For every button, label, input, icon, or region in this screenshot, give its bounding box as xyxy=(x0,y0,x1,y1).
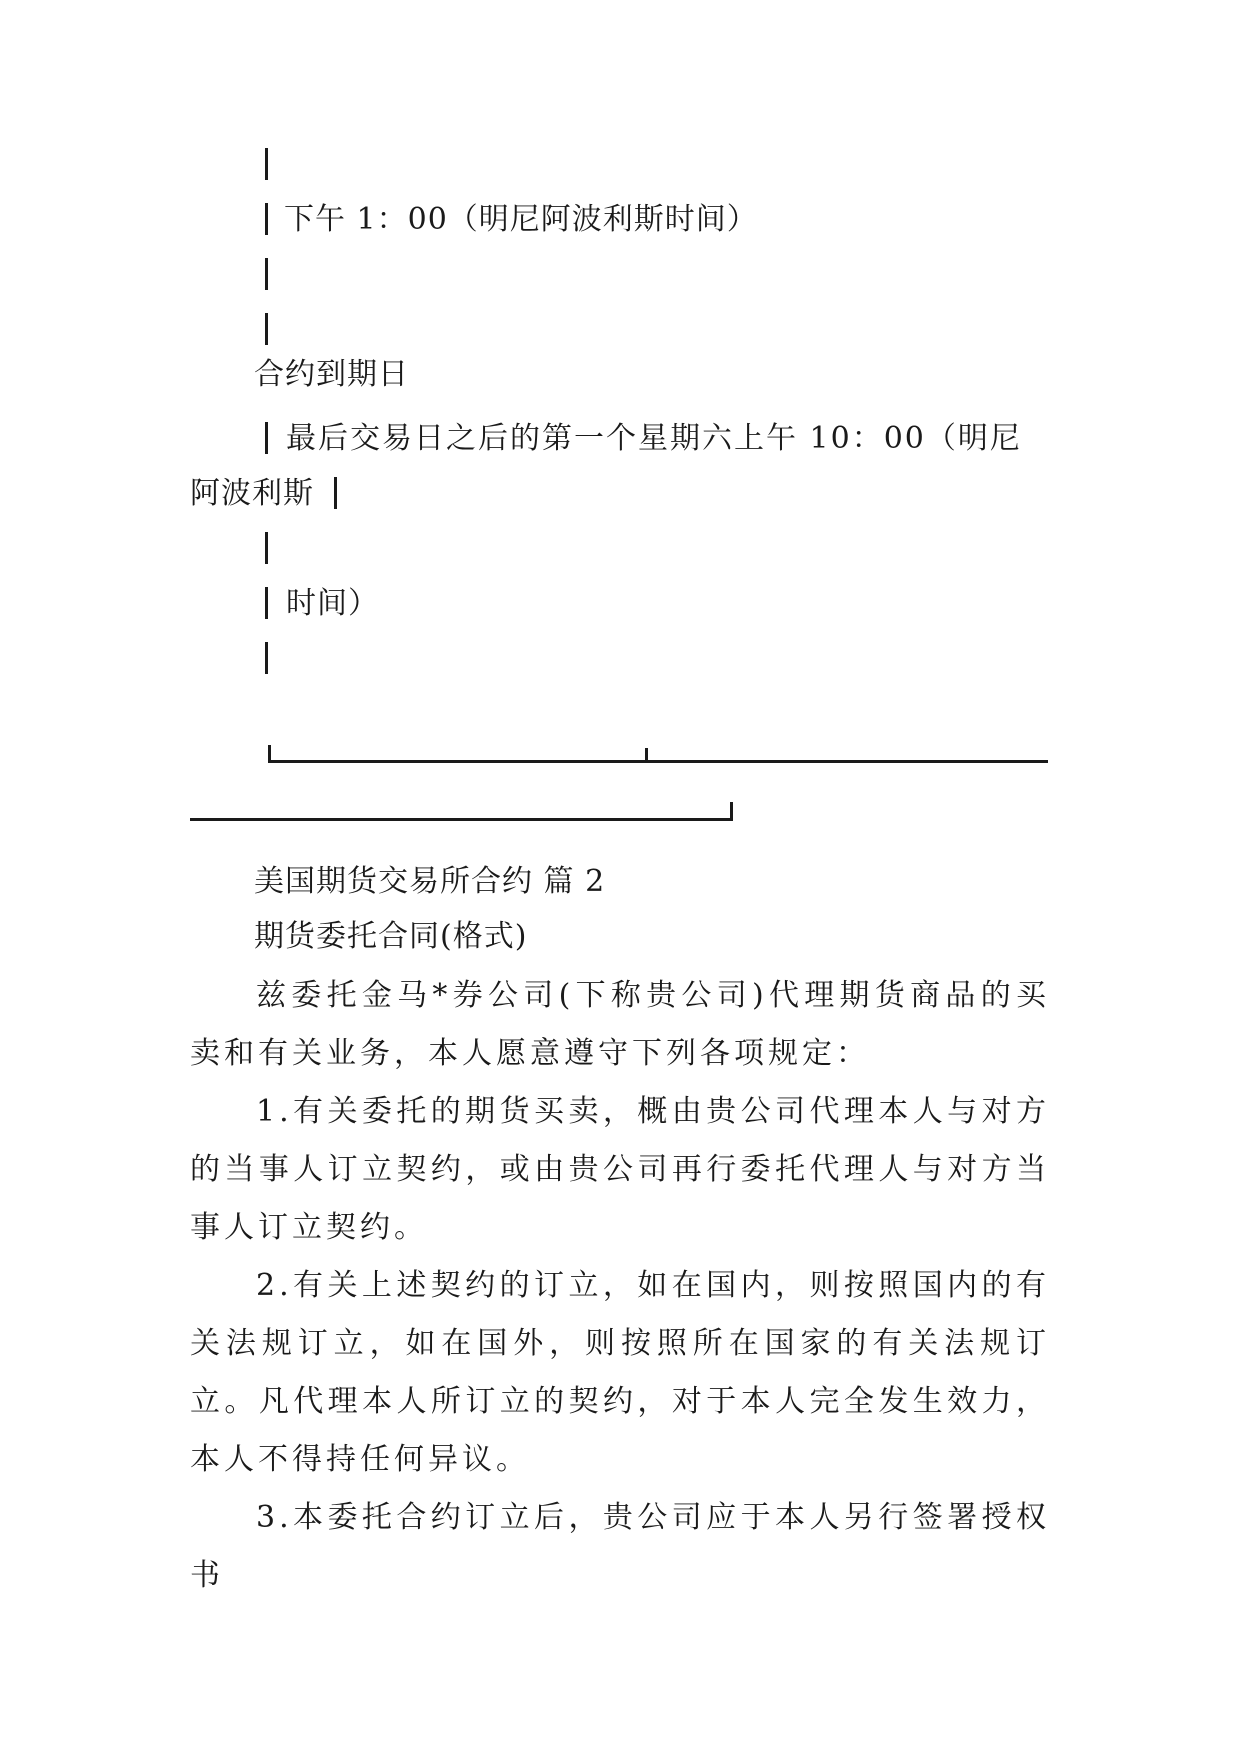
table-row-label: 合约到期日 xyxy=(254,357,409,392)
table-border-bar xyxy=(265,203,268,235)
table-border-bar xyxy=(265,148,268,180)
document-subtitle: 期货委托合同(格式) xyxy=(254,919,528,954)
section-heading: 美国期货交易所合约 篇 2 xyxy=(254,864,606,899)
table-cell-text: 阿波利斯 xyxy=(190,476,314,511)
table-cell-text: 最后交易日之后的第一个星期六上午 10：00（明尼 xyxy=(286,421,1022,456)
table-border-bar xyxy=(265,642,268,674)
table-bottom-rule xyxy=(190,818,733,821)
intro-paragraph: 兹委托金马*券公司(下称贵公司)代理期货商品的买卖和有关业务，本人愿意遵守下列各项规定： xyxy=(190,978,1050,1071)
table-corner xyxy=(730,802,733,821)
table-border-bar xyxy=(265,313,268,345)
table-border-bar xyxy=(265,532,268,564)
clause-2: 2.有关上述契约的订立，如在国内，则按照国内的有关法规订立，如在国外，则按照所在国家的有关法规订立。凡代理本人所订立的契约，对于本人完全发生效力，本人不得持任何异议。 xyxy=(190,1268,1050,1477)
table-border-bar xyxy=(265,258,268,290)
table-cell-text: 时间） xyxy=(286,586,379,621)
table-bottom-rule xyxy=(268,760,1048,763)
table-cell-text: 下午 1：00（明尼阿波利斯时间） xyxy=(284,202,758,237)
table-border-bar xyxy=(265,587,268,619)
table-border-bar xyxy=(334,477,337,509)
table-border-bar xyxy=(265,422,268,454)
clause-1: 1.有关委托的期货买卖，概由贵公司代理本人与对方的当事人订立契约，或由贵公司再行委托代理人与对方当事人订立契约。 xyxy=(190,1094,1050,1245)
table-junction xyxy=(645,748,648,763)
clause-3: 3.本委托合约订立后，贵公司应于本人另行签署授权书 xyxy=(190,1500,1050,1593)
